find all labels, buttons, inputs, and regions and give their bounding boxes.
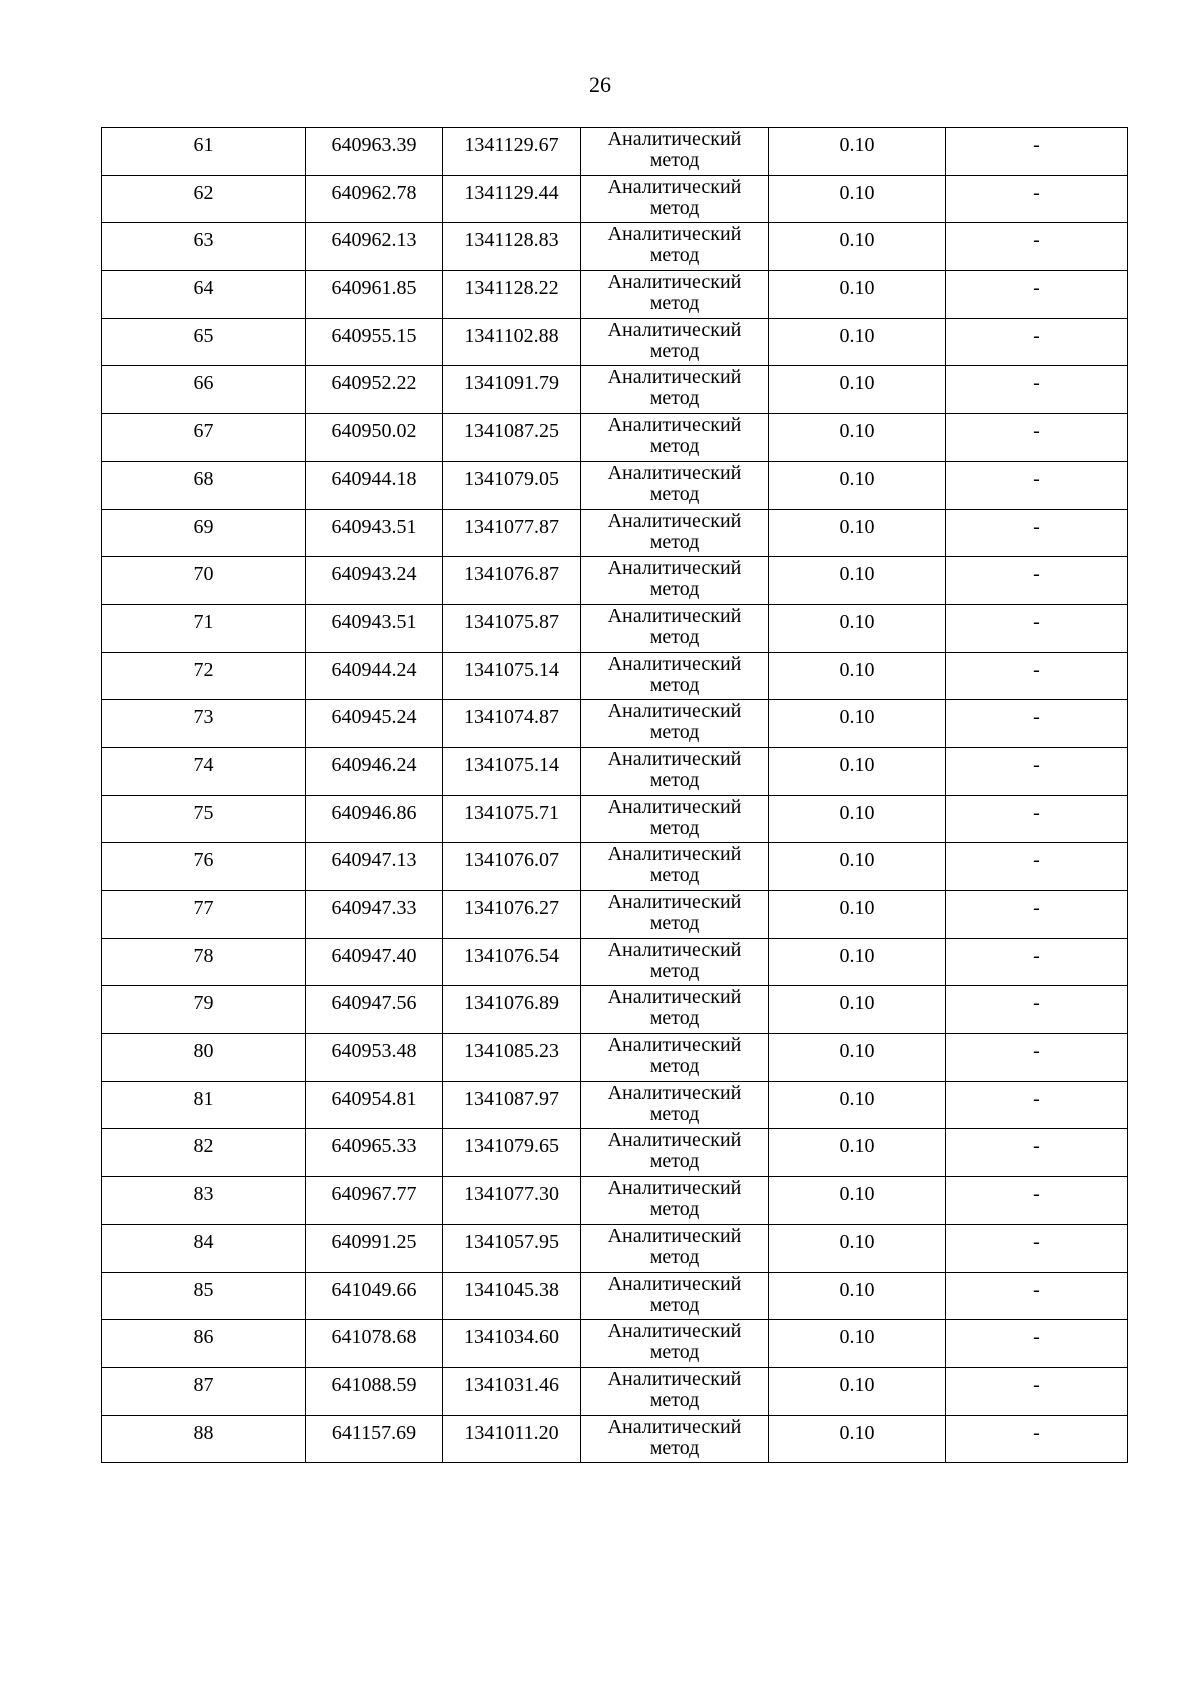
point-number-cell: 76 <box>102 843 306 891</box>
table-row <box>102 414 1128 462</box>
method-text: метод <box>649 1007 700 1030</box>
point-number-cell: 81 <box>102 1081 306 1129</box>
note-cell: - <box>946 795 1128 843</box>
point-number-cell: 77 <box>102 891 306 939</box>
accuracy-cell: 0.10 <box>769 1034 946 1082</box>
method-text: Аналитический <box>607 795 742 818</box>
method-text: метод <box>649 625 700 648</box>
x-coordinate-cell: 641157.69 <box>306 1415 443 1463</box>
y-coordinate-cell: 1341077.30 <box>443 1177 581 1225</box>
method-text: метод <box>649 339 700 362</box>
point-number-cell: 78 <box>102 938 306 986</box>
method-text: Аналитический <box>607 223 742 246</box>
method-text: метод <box>649 1388 700 1411</box>
x-coordinate-cell: 640954.81 <box>306 1081 443 1129</box>
method-cell <box>581 557 769 605</box>
x-coordinate-cell: 640943.24 <box>306 557 443 605</box>
y-coordinate-cell: 1341128.22 <box>443 271 581 319</box>
point-number-cell: 68 <box>102 461 306 509</box>
accuracy-cell: 0.10 <box>769 1415 946 1463</box>
method-text: метод <box>649 673 700 696</box>
point-number-cell: 80 <box>102 1034 306 1082</box>
point-number-cell: 75 <box>102 795 306 843</box>
method-text: метод <box>649 912 700 934</box>
x-coordinate-cell: 640943.51 <box>306 604 443 652</box>
method-cell <box>581 1367 769 1415</box>
method-text: Аналитический <box>607 1320 742 1343</box>
method-cell <box>581 652 769 700</box>
table-row <box>102 271 1128 319</box>
method-cell <box>581 604 769 652</box>
method-text: Аналитический <box>607 557 742 580</box>
y-coordinate-cell: 1341075.14 <box>443 747 581 795</box>
x-coordinate-cell: 640947.40 <box>306 938 443 986</box>
point-number-cell: 61 <box>102 128 306 176</box>
method-cell <box>581 891 769 939</box>
method-text: Аналитический <box>607 1081 742 1104</box>
method-text: Аналитический <box>607 128 742 150</box>
method-text: Аналитический <box>607 318 742 341</box>
method-cell <box>581 986 769 1034</box>
y-coordinate-cell: 1341079.65 <box>443 1129 581 1177</box>
method-cell <box>581 1415 769 1463</box>
method-text: Аналитический <box>607 652 742 675</box>
x-coordinate-cell: 640944.18 <box>306 461 443 509</box>
method-text: Аналитический <box>607 1034 742 1057</box>
method-text: метод <box>649 530 700 553</box>
method-text: Аналитический <box>607 509 742 532</box>
x-coordinate-cell: 640967.77 <box>306 1177 443 1225</box>
point-number-cell: 65 <box>102 318 306 366</box>
table-row <box>102 509 1128 557</box>
table-body <box>102 128 1128 1463</box>
method-text: Аналитический <box>607 414 742 437</box>
method-cell <box>581 318 769 366</box>
accuracy-cell: 0.10 <box>769 1367 946 1415</box>
x-coordinate-cell: 640947.13 <box>306 843 443 891</box>
x-coordinate-cell: 640946.24 <box>306 747 443 795</box>
y-coordinate-cell: 1341074.87 <box>443 700 581 748</box>
method-cell <box>581 128 769 176</box>
note-cell: - <box>946 1367 1128 1415</box>
method-text: Аналитический <box>607 1272 742 1295</box>
method-text: метод <box>649 387 700 410</box>
x-coordinate-cell: 640953.48 <box>306 1034 443 1082</box>
y-coordinate-cell: 1341011.20 <box>443 1415 581 1463</box>
note-cell: - <box>946 223 1128 271</box>
method-text: Аналитический <box>607 1415 742 1438</box>
y-coordinate-cell: 1341085.23 <box>443 1034 581 1082</box>
y-coordinate-cell: 1341075.14 <box>443 652 581 700</box>
accuracy-cell: 0.10 <box>769 747 946 795</box>
table-row <box>102 461 1128 509</box>
y-coordinate-cell: 1341076.89 <box>443 986 581 1034</box>
accuracy-cell: 0.10 <box>769 128 946 176</box>
method-text: метод <box>649 149 700 171</box>
method-text: метод <box>649 1150 700 1173</box>
y-coordinate-cell: 1341075.71 <box>443 795 581 843</box>
x-coordinate-cell: 640945.24 <box>306 700 443 748</box>
page-number: 26 <box>589 72 611 97</box>
method-cell <box>581 461 769 509</box>
point-number-cell: 74 <box>102 747 306 795</box>
accuracy-cell: 0.10 <box>769 223 946 271</box>
point-number-cell: 71 <box>102 604 306 652</box>
x-coordinate-cell: 640947.56 <box>306 986 443 1034</box>
table-row <box>102 366 1128 414</box>
point-number-cell: 63 <box>102 223 306 271</box>
method-text: метод <box>649 768 700 791</box>
y-coordinate-cell: 1341076.54 <box>443 938 581 986</box>
method-text: Аналитический <box>607 1224 742 1247</box>
y-coordinate-cell: 1341075.87 <box>443 604 581 652</box>
accuracy-cell: 0.10 <box>769 1081 946 1129</box>
method-cell <box>581 271 769 319</box>
x-coordinate-cell: 640962.13 <box>306 223 443 271</box>
accuracy-cell: 0.10 <box>769 1224 946 1272</box>
y-coordinate-cell: 1341057.95 <box>443 1224 581 1272</box>
x-coordinate-cell: 640946.86 <box>306 795 443 843</box>
note-cell: - <box>946 461 1128 509</box>
note-cell: - <box>946 557 1128 605</box>
note-cell: - <box>946 1320 1128 1368</box>
table-row <box>102 557 1128 605</box>
x-coordinate-cell: 640963.39 <box>306 128 443 176</box>
y-coordinate-cell: 1341102.88 <box>443 318 581 366</box>
table-row <box>102 1224 1128 1272</box>
x-coordinate-cell: 640952.22 <box>306 366 443 414</box>
method-text: Аналитический <box>607 700 742 723</box>
method-text: метод <box>649 1198 700 1221</box>
note-cell: - <box>946 843 1128 891</box>
method-text: Аналитический <box>607 175 742 198</box>
method-text: метод <box>649 292 700 315</box>
accuracy-cell: 0.10 <box>769 175 946 223</box>
note-cell: - <box>946 747 1128 795</box>
x-coordinate-cell: 640955.15 <box>306 318 443 366</box>
table-row <box>102 318 1128 366</box>
point-number-cell: 62 <box>102 175 306 223</box>
accuracy-cell: 0.10 <box>769 700 946 748</box>
y-coordinate-cell: 1341128.83 <box>443 223 581 271</box>
accuracy-cell: 0.10 <box>769 938 946 986</box>
method-text: метод <box>649 1245 700 1268</box>
method-text: метод <box>649 1102 700 1125</box>
y-coordinate-cell: 1341129.44 <box>443 175 581 223</box>
table-row <box>102 1034 1128 1082</box>
method-text: Аналитический <box>607 938 742 961</box>
y-coordinate-cell: 1341087.25 <box>443 414 581 462</box>
method-text: метод <box>649 482 700 505</box>
x-coordinate-cell: 640947.33 <box>306 891 443 939</box>
note-cell: - <box>946 318 1128 366</box>
point-number-cell: 88 <box>102 1415 306 1463</box>
method-cell <box>581 1034 769 1082</box>
y-coordinate-cell: 1341091.79 <box>443 366 581 414</box>
y-coordinate-cell: 1341031.46 <box>443 1367 581 1415</box>
note-cell: - <box>946 891 1128 939</box>
table-row <box>102 891 1128 939</box>
method-text: метод <box>649 864 700 887</box>
table-row <box>102 1415 1128 1463</box>
method-text: метод <box>649 1293 700 1316</box>
point-number-cell: 82 <box>102 1129 306 1177</box>
x-coordinate-cell: 640944.24 <box>306 652 443 700</box>
x-coordinate-cell: 641078.68 <box>306 1320 443 1368</box>
accuracy-cell: 0.10 <box>769 318 946 366</box>
x-coordinate-cell: 641088.59 <box>306 1367 443 1415</box>
note-cell: - <box>946 1415 1128 1463</box>
method-text: метод <box>649 1341 700 1364</box>
accuracy-cell: 0.10 <box>769 1129 946 1177</box>
method-text: Аналитический <box>607 1367 742 1390</box>
method-text: метод <box>649 244 700 267</box>
method-cell <box>581 175 769 223</box>
method-text: метод <box>649 196 700 219</box>
note-cell: - <box>946 1081 1128 1129</box>
note-cell: - <box>946 271 1128 319</box>
method-text: Аналитический <box>607 366 742 389</box>
method-text: Аналитический <box>607 271 742 294</box>
x-coordinate-cell: 640991.25 <box>306 1224 443 1272</box>
y-coordinate-cell: 1341077.87 <box>443 509 581 557</box>
method-cell <box>581 414 769 462</box>
table-row <box>102 1320 1128 1368</box>
method-cell <box>581 938 769 986</box>
accuracy-cell: 0.10 <box>769 891 946 939</box>
method-cell <box>581 1320 769 1368</box>
accuracy-cell: 0.10 <box>769 366 946 414</box>
note-cell: - <box>946 175 1128 223</box>
note-cell: - <box>946 700 1128 748</box>
table-row <box>102 1272 1128 1320</box>
table-row <box>102 652 1128 700</box>
note-cell: - <box>946 652 1128 700</box>
method-text: Аналитический <box>607 891 742 913</box>
table-row <box>102 223 1128 271</box>
accuracy-cell: 0.10 <box>769 604 946 652</box>
method-text: метод <box>649 435 700 458</box>
note-cell: - <box>946 986 1128 1034</box>
accuracy-cell: 0.10 <box>769 509 946 557</box>
method-text: метод <box>649 721 700 744</box>
method-text: Аналитический <box>607 1177 742 1200</box>
y-coordinate-cell: 1341076.27 <box>443 891 581 939</box>
method-cell <box>581 366 769 414</box>
method-text: метод <box>649 578 700 601</box>
coordinates-table <box>101 127 1128 1463</box>
note-cell: - <box>946 1129 1128 1177</box>
point-number-cell: 72 <box>102 652 306 700</box>
method-cell <box>581 843 769 891</box>
table-row <box>102 843 1128 891</box>
method-cell <box>581 1224 769 1272</box>
table-row <box>102 1177 1128 1225</box>
accuracy-cell: 0.10 <box>769 795 946 843</box>
point-number-cell: 64 <box>102 271 306 319</box>
y-coordinate-cell: 1341045.38 <box>443 1272 581 1320</box>
point-number-cell: 86 <box>102 1320 306 1368</box>
accuracy-cell: 0.10 <box>769 461 946 509</box>
y-coordinate-cell: 1341076.07 <box>443 843 581 891</box>
method-cell <box>581 509 769 557</box>
note-cell: - <box>946 938 1128 986</box>
x-coordinate-cell: 640950.02 <box>306 414 443 462</box>
method-cell <box>581 795 769 843</box>
method-cell <box>581 1081 769 1129</box>
point-number-cell: 67 <box>102 414 306 462</box>
method-text: Аналитический <box>607 461 742 484</box>
x-coordinate-cell: 640962.78 <box>306 175 443 223</box>
note-cell: - <box>946 414 1128 462</box>
accuracy-cell: 0.10 <box>769 557 946 605</box>
method-cell <box>581 700 769 748</box>
method-cell <box>581 1272 769 1320</box>
point-number-cell: 83 <box>102 1177 306 1225</box>
y-coordinate-cell: 1341087.97 <box>443 1081 581 1129</box>
method-cell <box>581 747 769 795</box>
note-cell: - <box>946 604 1128 652</box>
note-cell: - <box>946 1272 1128 1320</box>
method-text: метод <box>649 1055 700 1078</box>
x-coordinate-cell: 640943.51 <box>306 509 443 557</box>
accuracy-cell: 0.10 <box>769 843 946 891</box>
note-cell: - <box>946 1177 1128 1225</box>
method-text: Аналитический <box>607 747 742 770</box>
method-text: Аналитический <box>607 1129 742 1152</box>
note-cell: - <box>946 1034 1128 1082</box>
table-row <box>102 128 1128 176</box>
method-text: Аналитический <box>607 986 742 1009</box>
table-row <box>102 1129 1128 1177</box>
point-number-cell: 85 <box>102 1272 306 1320</box>
table-row <box>102 747 1128 795</box>
point-number-cell: 69 <box>102 509 306 557</box>
table-row <box>102 1367 1128 1415</box>
point-number-cell: 66 <box>102 366 306 414</box>
method-cell <box>581 1129 769 1177</box>
accuracy-cell: 0.10 <box>769 986 946 1034</box>
y-coordinate-cell: 1341079.05 <box>443 461 581 509</box>
accuracy-cell: 0.10 <box>769 1272 946 1320</box>
note-cell: - <box>946 128 1128 176</box>
table-row <box>102 795 1128 843</box>
x-coordinate-cell: 640961.85 <box>306 271 443 319</box>
method-text: Аналитический <box>607 843 742 866</box>
table-row <box>102 938 1128 986</box>
table-row <box>102 1081 1128 1129</box>
method-text: метод <box>649 959 700 982</box>
point-number-cell: 87 <box>102 1367 306 1415</box>
note-cell: - <box>946 509 1128 557</box>
y-coordinate-cell: 1341076.87 <box>443 557 581 605</box>
accuracy-cell: 0.10 <box>769 652 946 700</box>
note-cell: - <box>946 1224 1128 1272</box>
method-cell <box>581 1177 769 1225</box>
table-row <box>102 986 1128 1034</box>
accuracy-cell: 0.10 <box>769 271 946 319</box>
y-coordinate-cell: 1341034.60 <box>443 1320 581 1368</box>
table-row <box>102 700 1128 748</box>
table-row <box>102 175 1128 223</box>
y-coordinate-cell: 1341129.67 <box>443 128 581 176</box>
method-text: метод <box>649 1436 700 1459</box>
accuracy-cell: 0.10 <box>769 1177 946 1225</box>
method-text: метод <box>649 816 700 839</box>
table-row <box>102 604 1128 652</box>
method-cell <box>581 223 769 271</box>
x-coordinate-cell: 640965.33 <box>306 1129 443 1177</box>
point-number-cell: 70 <box>102 557 306 605</box>
method-text: Аналитический <box>607 604 742 627</box>
x-coordinate-cell: 641049.66 <box>306 1272 443 1320</box>
point-number-cell: 73 <box>102 700 306 748</box>
accuracy-cell: 0.10 <box>769 1320 946 1368</box>
accuracy-cell: 0.10 <box>769 414 946 462</box>
note-cell: - <box>946 366 1128 414</box>
point-number-cell: 79 <box>102 986 306 1034</box>
point-number-cell: 84 <box>102 1224 306 1272</box>
